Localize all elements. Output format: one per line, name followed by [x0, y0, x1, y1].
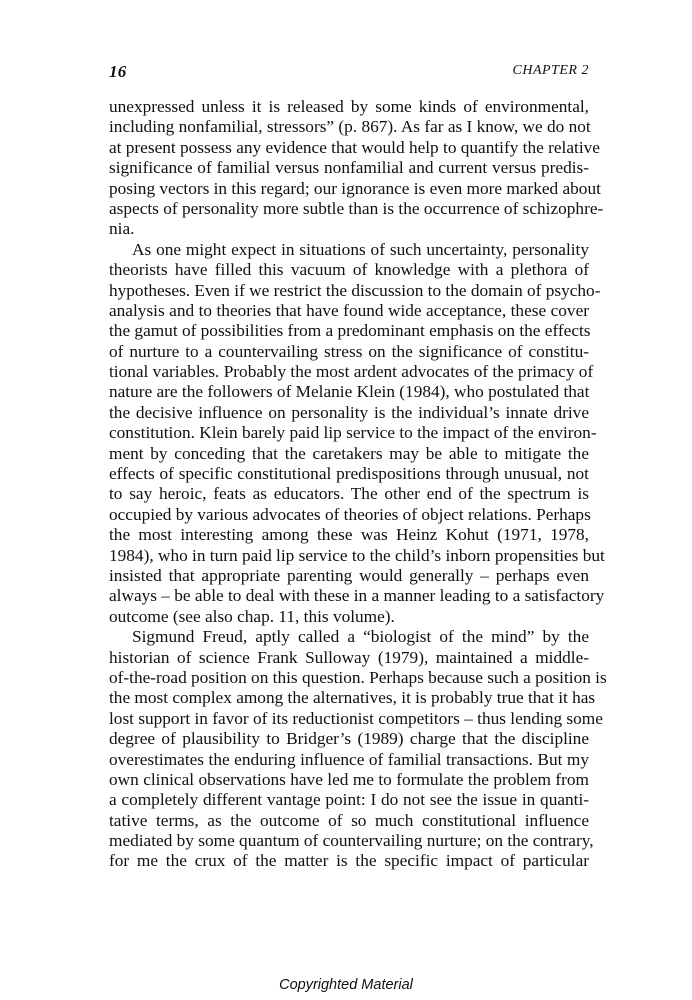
text-line: significance of familial versus nonfamilial and current versus predis-: [109, 158, 589, 178]
text-line: to say heroic, feats as educators. The other end of the spectrum is: [109, 484, 589, 504]
text-line: insisted that appropriate parenting would generally – perhaps even: [109, 565, 589, 585]
text-line: overestimates the enduring influence of familial transactions. But my: [109, 749, 589, 769]
text-line: effects of specific constitutional predispositions through unusual, not: [109, 464, 589, 484]
page-number: 16: [109, 62, 127, 81]
text-line: tional variables. Probably the most ardent advocates of the primacy of: [109, 362, 594, 382]
text-line: constitution. Klein barely paid lip service to the impact of the environ-: [109, 423, 597, 443]
text-line: aspects of personality more subtle than is the occurrence of schizophre-: [109, 198, 604, 218]
text-line: lost support in favor of its reductionist competitors – thus lending some: [109, 708, 603, 728]
text-line: outcome (see also chap. 11, this volume).: [109, 606, 395, 626]
text-line: of nurture to a countervailing stress on the significance of constitu-: [109, 341, 589, 361]
text-line: nature are the followers of Melanie Klein (1984), who postulated that: [109, 382, 590, 402]
text-line: occupied by various advocates of theories of object relations. Perhaps: [109, 504, 591, 524]
text-line: of-the-road position on this question. Perhaps because such a position is: [109, 667, 607, 687]
text-line: 1984), who in turn paid lip service to the child’s inborn propensities but: [109, 545, 605, 565]
text-line: degree of plausibility to Bridger’s (1989) charge that the discipline: [109, 729, 589, 749]
text-line: the decisive influence on personality is the individual’s innate drive: [109, 402, 589, 422]
text-line: theorists have filled this vacuum of knowledge with a plethora of: [109, 260, 589, 280]
text-line: historian of science Frank Sulloway (1979), maintained a middle-: [109, 647, 589, 667]
body-text: [109, 97, 607, 872]
running-header-chapter: CHAPTER 2: [512, 63, 589, 78]
text-line: tative terms, as the outcome of so much constitutional influence: [109, 810, 589, 830]
text-line: the most complex among the alternatives, it is probably true that it has: [109, 688, 596, 708]
text-line: analysis and to theories that have found wide acceptance, these cover: [109, 300, 589, 320]
text-line: at present possess any evidence that would help to quantify the relative: [109, 137, 600, 157]
text-line: nia.: [109, 219, 135, 239]
text-line: the most interesting among these was Heinz Kohut (1971, 1978,: [109, 525, 589, 545]
text-line: Sigmund Freud, aptly called a “biologist of the mind” by the: [132, 627, 589, 647]
text-line: As one might expect in situations of such uncertainty, personality: [132, 239, 589, 259]
text-line: a completely different vantage point: I do not see the issue in quanti-: [109, 790, 589, 810]
text-line: mediated by some quantum of countervailing nurture; on the contrary,: [109, 831, 594, 851]
text-line: posing vectors in this regard; our ignorance is even more marked about: [109, 178, 601, 198]
text-line: for me the crux of the matter is the specific impact of particular: [109, 851, 589, 871]
text-line: unexpressed unless it is released by some kinds of environmental,: [109, 97, 589, 116]
copyright-notice: Copyrighted Material: [279, 977, 413, 993]
text-line: hypotheses. Even if we restrict the discussion to the domain of psycho-: [109, 280, 601, 300]
text-line: ment by conceding that the caretakers may be able to mitigate the: [109, 443, 589, 463]
text-line: own clinical observations have led me to formulate the problem from: [109, 769, 589, 789]
text-line: the gamut of possibilities from a predominant emphasis on the effects: [109, 321, 591, 341]
text-line: always – be able to deal with these in a manner leading to a satisfactory: [109, 586, 605, 606]
text-line: including nonfamilial, stressors” (p. 867). As far as I know, we do not: [109, 117, 591, 137]
